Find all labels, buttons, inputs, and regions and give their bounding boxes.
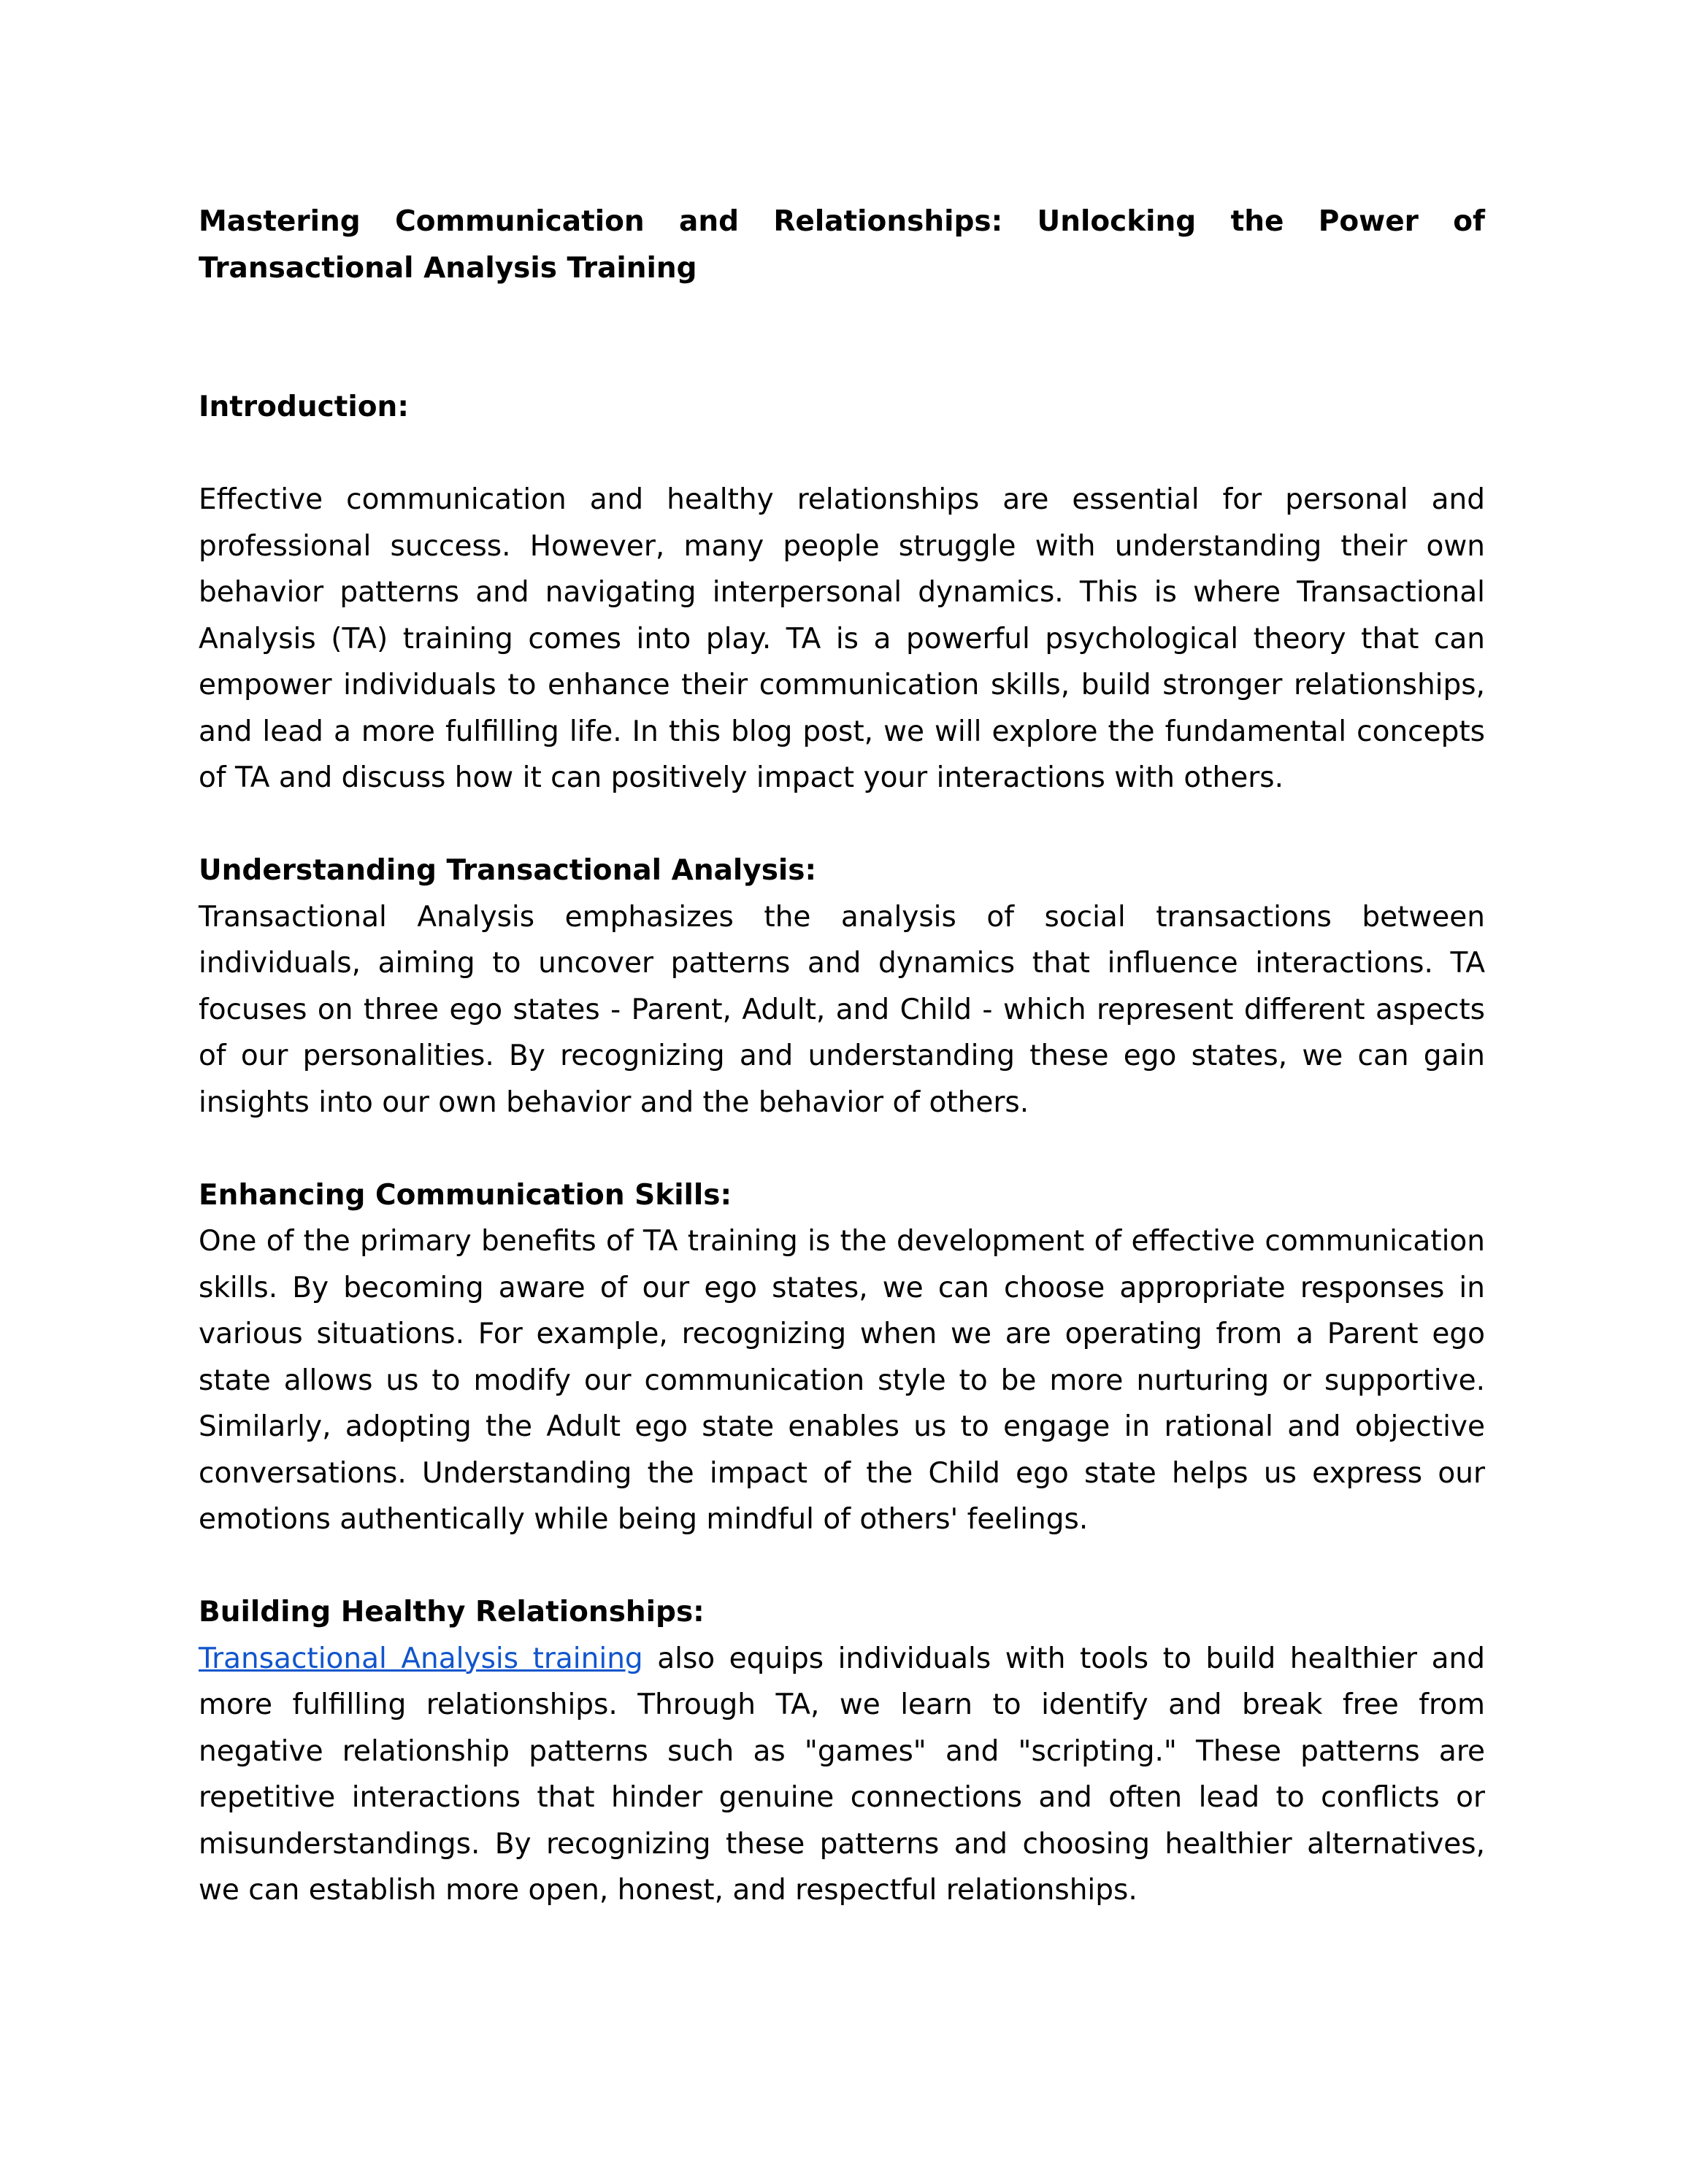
understanding-paragraph: Transactional Analysis emphasizes the analysis of social transactions between individuals, aiming to uncover patterns and dynamics that influence interactions. TA focuses on three ego states - Parent, Adult, and Child - which represent different aspects of our personalities. By recognizing and understanding these ego states, we can gain insights into our own behavior and the behavior of others. [199, 900, 1485, 1119]
document-body [199, 199, 1485, 1914]
relationships-paragraph [199, 1636, 1485, 1914]
spacer [199, 1543, 1485, 1590]
spacer [199, 801, 1485, 848]
communication-heading: Enhancing Communication Skills: [199, 1178, 732, 1212]
spacer [199, 1126, 1485, 1172]
spacer [199, 431, 1485, 477]
introduction-paragraph: Effective communication and healthy relationships are essential for personal and professional success. However, many people struggle with understanding their own behavior patterns and navigating interpersonal dynamics. This is where Transactional Analysis (TA) training comes into play. TA is a powerful psychological theory that can empower individuals to enhance their communication skills, build stronger relationships, and lead a more fulfilling life. In this blog post, we will explore the fundamental concepts of TA and discuss how it can positively impact your interactions with others. [199, 483, 1485, 794]
relationships-heading: Building Healthy Relationships: [199, 1596, 705, 1629]
transactional-analysis-training-link[interactable]: Transactional Analysis training [199, 1642, 643, 1675]
introduction-heading: Introduction: [199, 391, 409, 423]
communication-paragraph: One of the primary benefits of TA training is the development of effective communication skills. By becoming aware of our ego states, we can choose appropriate responses in various situations. For example, recognizing when we are operating from a Parent ego state allows us to modify our communication style to be more nurturing or supportive. Similarly, adopting the Adult ego state enables us to engage in rational and objective conversations. Understanding the impact of the Child ego state helps us express our emotions authentically while being mindful of others' feelings. [199, 1225, 1485, 1536]
understanding-heading: Understanding Transactional Analysis: [199, 854, 817, 887]
document-title: Mastering Communication and Relationships: Unlocking the Power of Transactional Analysis Training [199, 205, 1485, 285]
relationships-paragraph-text: also equips individuals with tools to build healthier and more fulfilling relationships. Through TA, we learn to identify and break free from negative relationship patterns such as "games" and "scripting." These patterns are repetitive interactions that hinder genuine connections and often lead to conflicts or misunderstandings. By recognizing these patterns and choosing healthier alternatives, we can establish more open, honest, and respectful relationships. [199, 1642, 1485, 1907]
spacer [199, 291, 1485, 384]
